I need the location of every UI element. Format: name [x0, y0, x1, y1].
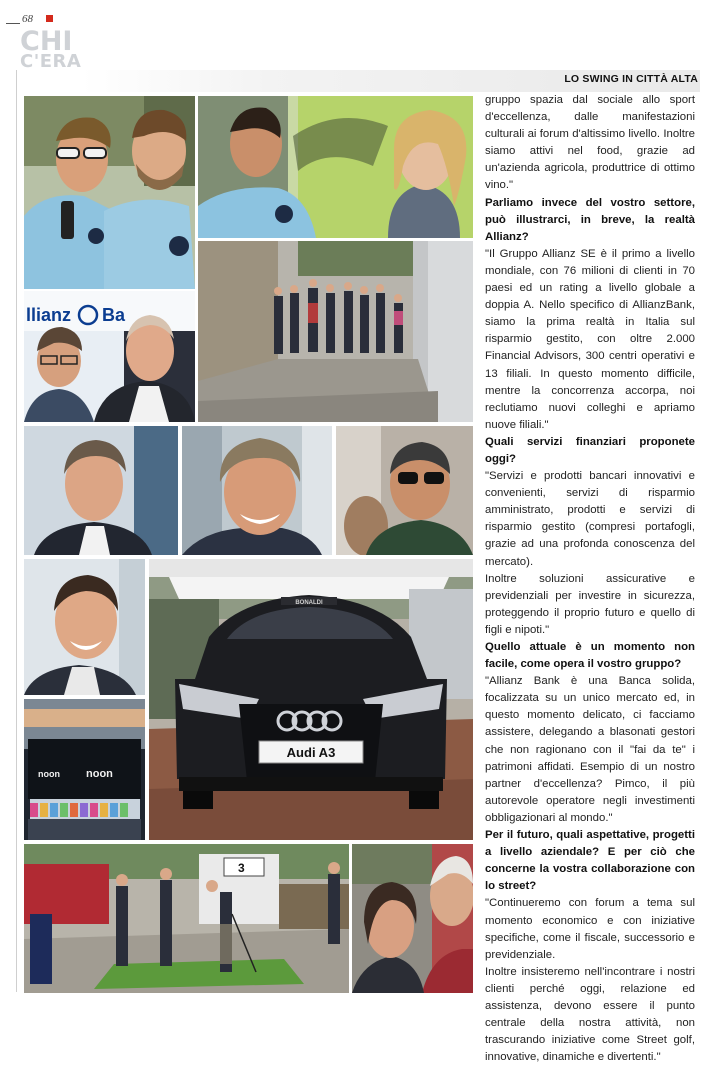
- photo-man-and-woman: [198, 96, 473, 238]
- hole-number-sign: 3: [238, 861, 245, 875]
- question-4: Per il futuro, quali aspettative, progetti a livello aziendale? E per ciò che concerne la vostra collaborazione con lo street?: [485, 829, 695, 893]
- banner-text-2: Ba: [102, 305, 126, 325]
- photo-man-in-suit: [24, 426, 178, 555]
- photo-smiling-grey-hair-man: [182, 426, 332, 555]
- rubric-title: LO SWING IN CITTÀ ALTA: [564, 73, 698, 85]
- photo-allianz-banner-men: [24, 291, 195, 422]
- photo-street-golf-putting: [24, 844, 349, 993]
- photo-sunglasses-man: [336, 426, 473, 555]
- paragraph-7: Inoltre insisteremo nell'incontrare i nostri clienti perché oggi, relazione ed assistenza, devono essere il punto centrale della nostra attività, non trascurando iniziative come Street golf, innovative, dinamiche e divertenti.": [485, 965, 695, 1064]
- paragraph-3: "Servizi e prodotti bancari innovativi e convenienti, servizi di risparmio amministrato, prodotti e servizi di risparmio gestito (compresi portafogli, grazie ad una profonda conoscenza del mercato).: [485, 470, 695, 568]
- left-margin-rule: [16, 70, 17, 992]
- photo-noon-display: [24, 699, 145, 840]
- page-number: 68: [22, 13, 33, 25]
- red-square-marker: [46, 15, 53, 22]
- paragraph-2: "Il Gruppo Allianz SE è il primo a livello mondiale, con 76 milioni di clienti in 70 paesi ed un rating a livello globale a doppia A. Nello specifico di AllianzBank, siamo la prima realtà in Italia sul risparmio gestito, con oltre 2.000 Financial Advisors, 300 centri operativi e 13 filiali. In questo momento difficile, mentre la concorrenza accorpa, noi reclutiamo nuovi colleghi e apriamo nuove filiali.": [485, 247, 695, 431]
- section-title-line2: C'ERA: [20, 51, 82, 72]
- paragraph-4: Inoltre soluzioni assicurative e previdenziali per investire in sicurezza, proteggendo il proprio futuro e quello di figli e nipoti.": [485, 572, 695, 636]
- photo-two-men-microphone: [24, 96, 195, 289]
- noon-sign-right: noon: [86, 768, 113, 780]
- question-2: Quali servizi finanziari proponete oggi?: [485, 435, 695, 465]
- question-1: Parliamo invece del vostro settore, può illustrarci, in breve, la realtà Allianz?: [485, 196, 695, 243]
- photo-audi-a3-car: [149, 559, 473, 840]
- page-number-block: [6, 6, 66, 28]
- question-3: Quello attuale è un momento non facile, come opera il vostro gruppo?: [485, 641, 695, 671]
- article-body: [485, 92, 695, 1066]
- section-header: [20, 26, 100, 72]
- car-model-plate: Audi A3: [286, 745, 336, 760]
- paragraph-5: "Allianz Bank è una Banca solida, focalizzata su un unico mercato ed, in questo momento delicato, ci facciamo assistere, delegando a blasonati gestori che non ragionano con il "fai da te" i patrimoni affidati. Esempio di un nostro partner d'eccellenza? Pimco, il più autorevole operatore negli investimenti obbligazionari al mondo.": [485, 675, 695, 824]
- banner-text: llianz: [26, 305, 72, 325]
- car-plate-top: BONALDI: [295, 600, 323, 606]
- paragraph-1: gruppo spazia dal sociale allo sport d'eccellenza, dalle manifestazioni culturali ai forum d'altissimo livello. Inoltre siamo attivi nel food, grazie ad un'azienda agricola, produttrice di ottimo vino.": [485, 94, 695, 192]
- page-number-rule: [6, 23, 20, 24]
- photo-woman-and-man: [352, 844, 473, 993]
- noon-sign-left: noon: [38, 769, 60, 779]
- paragraph-6: "Continueremo con forum a tema sul momento economico e con iniziative specifiche, come il fiscale, successorio e previdenziale.: [485, 897, 695, 961]
- photo-cobbled-street-group: [198, 241, 473, 422]
- photo-smiling-young-man: [24, 559, 145, 695]
- section-title-line1: CHI: [20, 26, 73, 57]
